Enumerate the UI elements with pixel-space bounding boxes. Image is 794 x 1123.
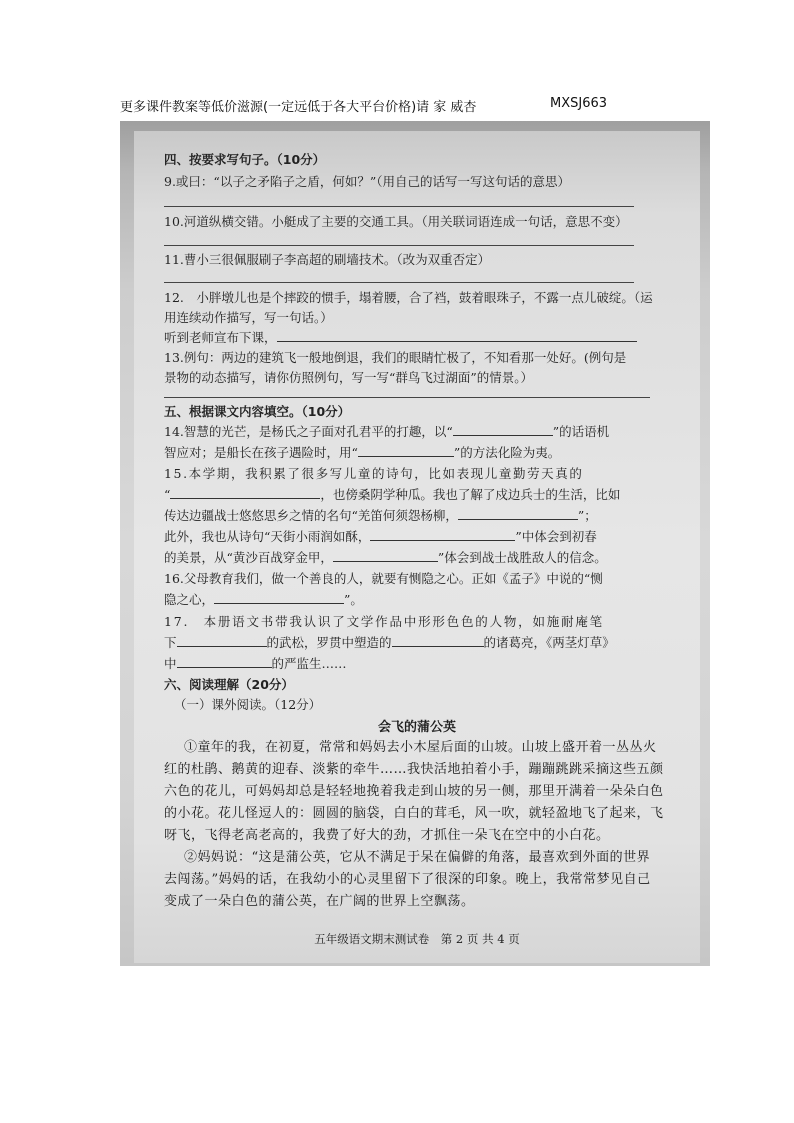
q14-text-4: ”的方法化险为夷。	[453, 445, 561, 460]
q17-text-5: 的严监生……	[271, 656, 347, 671]
question-11: 11.曹小三很佩服刷子李高超的刷墙技术。（改为双重否定）	[164, 252, 491, 267]
question-9: 9.或曰：“以子之矛陷子之盾，何如？”（用自己的话写一写这句话的意思）	[164, 174, 570, 189]
paragraph-2-line-1: ②妈妈说：“这是蒲公英，它从不满足于呆在偏僻的角落，最喜欢到外面的世界	[184, 850, 651, 865]
question-14-line1	[164, 423, 609, 441]
question-12-prompt: 听到老师宣布下课，	[164, 330, 277, 345]
q14-text-2: ”的话语机	[552, 424, 610, 439]
q15-blank-1[interactable]	[170, 486, 320, 499]
q15-blank-3[interactable]	[370, 528, 515, 541]
q17-text-1: 下	[164, 635, 177, 650]
q17-blank-2[interactable]	[392, 634, 484, 647]
q14-text-1: 14.智慧的光芒，是杨氏之子面对孔君平的打趣，以“	[164, 424, 453, 439]
q17-blank-3[interactable]	[177, 655, 272, 668]
section-5-title: 五、根据课文内容填空。（10分）	[164, 404, 351, 419]
paragraph-1-line-1: ①童年的我，在初夏，常常和妈妈去小木屋后面的山坡。山坡上盛开着一丛丛火	[184, 740, 657, 755]
q15-text-6: ”中体会到初春	[515, 529, 597, 544]
q15-text-3: 传达边疆战士悠悠思乡之情的名句“羌笛何须怨杨柳，	[164, 508, 458, 523]
section-6-title: 六、阅读理解（20分）	[164, 677, 294, 692]
question-15-line4	[164, 528, 597, 546]
q15-blank-2[interactable]	[458, 507, 578, 520]
paragraph-2-line-3: 变成了一朵白色的蒲公英，在广阔的世界上空飘荡。	[164, 894, 475, 909]
page-header	[120, 96, 680, 118]
q15-text-2: ，也傍桑阴学种瓜。我也了解了戍边兵士的生活，比如	[320, 487, 621, 502]
question-14-line2	[164, 444, 560, 462]
question-12-line1: 12. 小胖墩儿也是个摔跤的惯手，塌着腰，合了裆，鼓着眼珠子，不露一点儿破绽。（运	[164, 290, 653, 305]
header-text: 更多课件教案等低价滋源(一定远低于各大平台价格)请 家 威杏	[120, 100, 477, 115]
exam-paper	[134, 131, 700, 963]
paragraph-1-line-2: 红的杜鹃、鹅黄的迎春、淡紫的牵牛……我快活地拍着小手，蹦蹦跳跳采摘这些五颜	[164, 762, 664, 777]
paragraph-1-line-4: 的小花。花儿怪逗人的：圆圆的脑袋，白白的茸毛，风一吹，就轻盈地飞了起来，飞	[164, 806, 664, 821]
q16-blank[interactable]	[214, 591, 344, 604]
q14-blank-2[interactable]	[358, 444, 454, 457]
question-15-line5	[164, 549, 607, 567]
q16-text-2: ”。	[344, 592, 363, 607]
answer-line-11[interactable]	[164, 282, 634, 283]
answer-line-10[interactable]	[164, 245, 634, 246]
q14-blank-1[interactable]	[453, 423, 553, 436]
section-6-subtitle: （一）课外阅读。（12分）	[174, 697, 322, 712]
question-15-line3	[164, 507, 597, 525]
page-footer: 五年级语文期末测试卷 第 2 页 共 4 页	[314, 932, 520, 946]
paragraph-1-line-3: 六色的花儿，可妈妈却总是轻轻地挽着我走到山坡的另一侧，那里开满着一朵朵白色	[164, 784, 664, 799]
q14-text-3: 智应对；是船长在孩子遇险时，用“	[164, 445, 358, 460]
answer-blank-12[interactable]	[277, 329, 637, 342]
section-4-title: 四、按要求写句子。（10分）	[164, 152, 326, 167]
q16-text-1: 隐之心，	[164, 592, 215, 607]
q15-text-4: ”；	[577, 508, 597, 523]
article-title: 会飞的蒲公英	[377, 720, 456, 735]
question-16-line1: 16.父母教育我们，做一个善良的人，就要有恻隐之心。正如《孟子》中说的“恻	[164, 571, 603, 586]
answer-line-9[interactable]	[164, 206, 634, 207]
question-17-line2	[164, 634, 615, 652]
header-code: MXSJ663	[550, 96, 608, 111]
exam-photo	[120, 121, 710, 966]
paragraph-1-line-5: 呀飞，飞得老高老高的，我费了好大的劲，才抓住一朵飞在空中的小白花。	[164, 828, 610, 843]
question-13-line1: 13.例句：两边的建筑飞一般地倒退，我们的眼睛忙极了，不知看那一处好。(例句是	[164, 350, 627, 365]
q17-text-3: 的诸葛亮，《两茎灯草》	[483, 635, 615, 650]
question-13-line2: 景物的动态描写，请你仿照例句，写一写“群鸟飞过湖面”的情景。）	[164, 370, 534, 385]
q17-blank-1[interactable]	[177, 634, 267, 647]
q15-text-8: ”体会到战士战胜敌人的信念。	[437, 550, 607, 565]
question-15-line1: 15.本学期，我积累了很多写儿童的诗句，比如表现儿童勤劳天真的	[164, 466, 584, 481]
question-10: 10.河道纵横交错。小艇成了主要的交通工具。（用关联词语连成一句话，意思不变）	[164, 214, 628, 229]
answer-line-13[interactable]	[164, 397, 650, 398]
q15-text-1: “	[164, 487, 171, 502]
question-16-line2	[164, 591, 363, 609]
question-17-line3	[164, 655, 347, 673]
q15-blank-4[interactable]	[333, 549, 438, 562]
q15-text-5: 此外，我也从诗句“天街小雨润如酥，	[164, 529, 371, 544]
q17-text-4: 中	[164, 656, 177, 671]
question-17-line1: 17. 本册语文书带我认识了文学作品中形形色色的人物，如施耐庵笔	[164, 614, 604, 629]
paragraph-2-line-2: 去闯荡。”妈妈的话，在我幼小的心灵里留下了很深的印象。晚上，我常常梦见自己	[164, 872, 651, 887]
question-15-line2	[164, 486, 620, 504]
question-12-line2: 用连续动作描写，写一句话。）	[164, 310, 333, 325]
q17-text-2: 的武松，罗贯中塑造的	[266, 635, 392, 650]
q15-text-7: 的美景，从“黄沙百战穿金甲，	[164, 550, 333, 565]
question-12-line3	[164, 329, 637, 347]
